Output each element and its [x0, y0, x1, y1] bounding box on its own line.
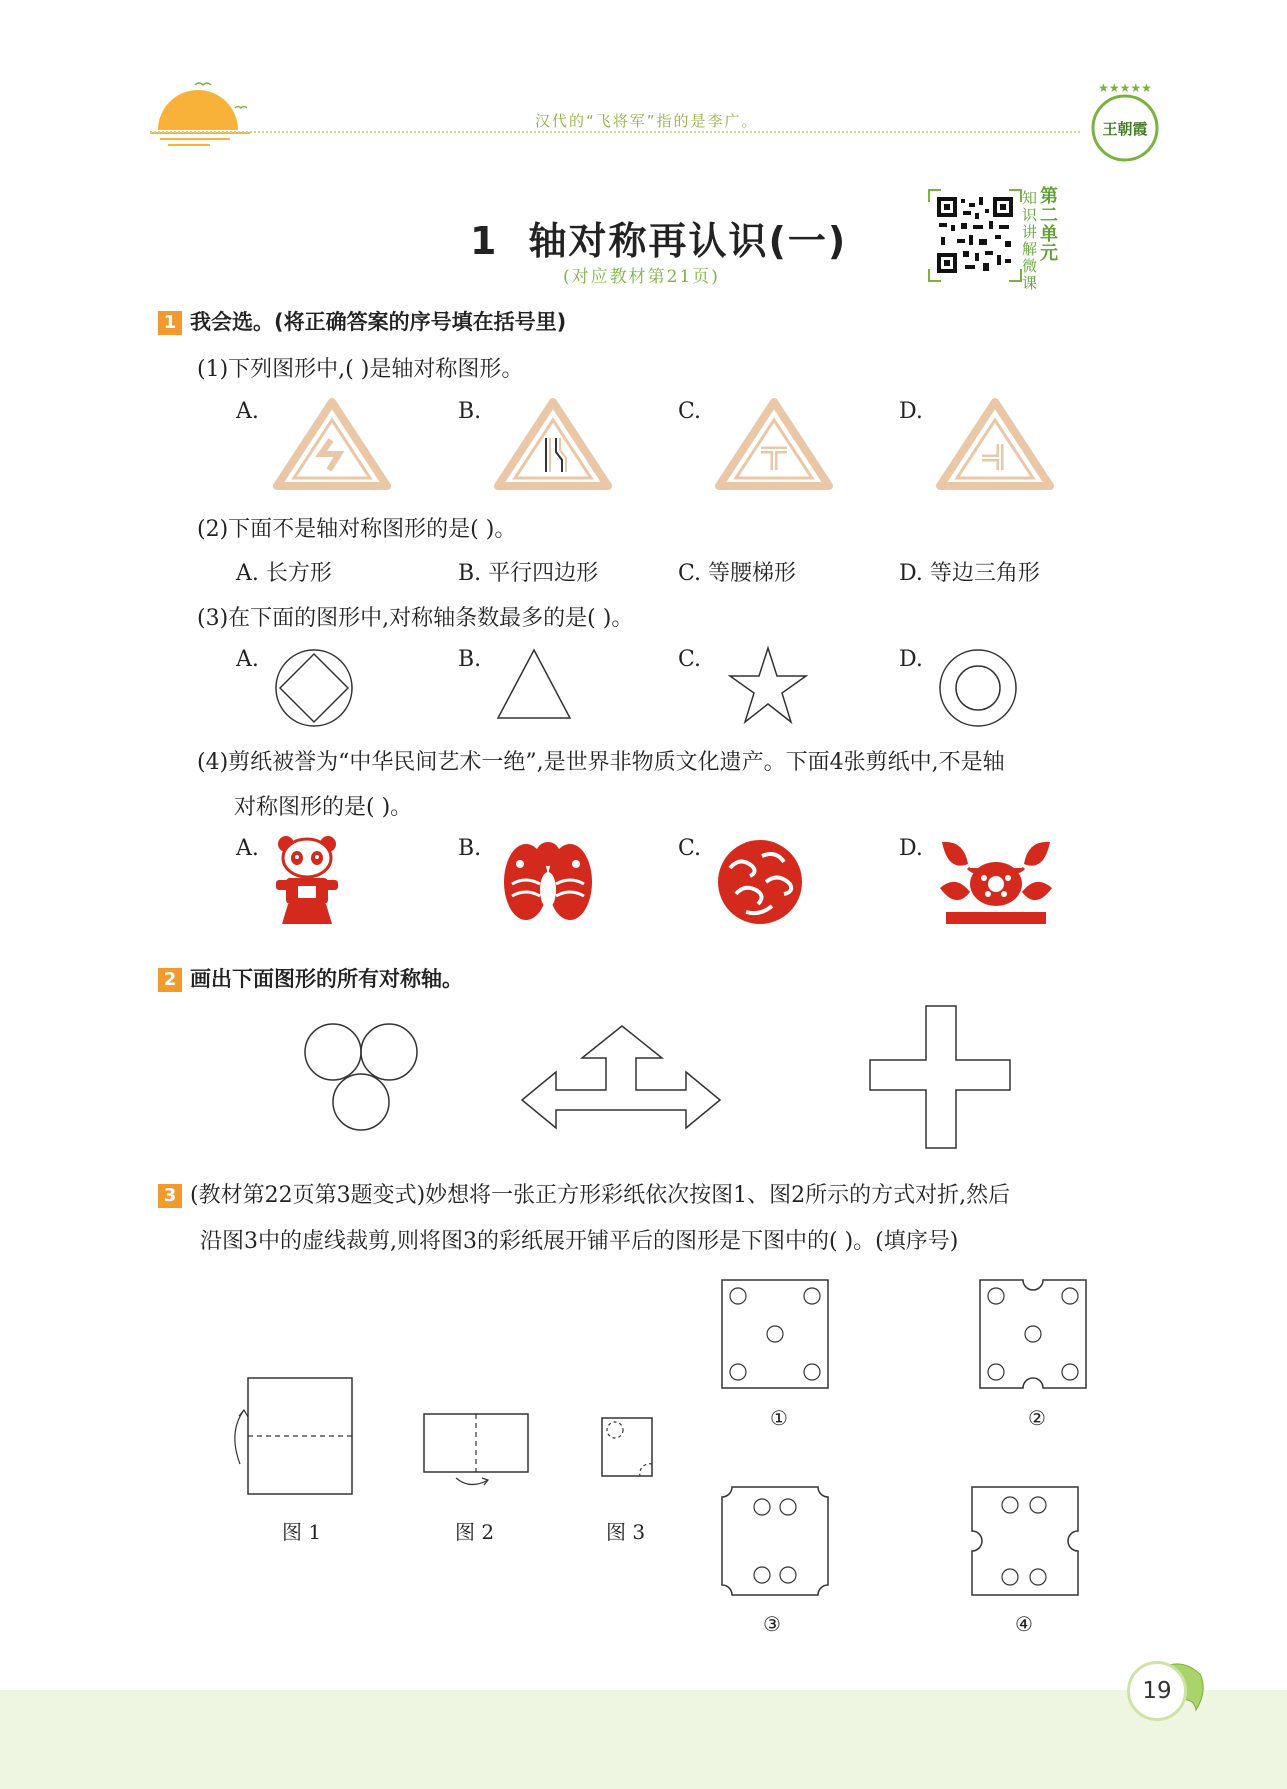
header-tip: 汉代的“飞将军”指的是李广。 [535, 112, 759, 130]
header-divider [150, 131, 1080, 133]
papercut-fish-icon [500, 834, 596, 930]
circle-with-square-icon [272, 646, 356, 730]
answer-choice-4[interactable] [970, 1485, 1080, 1599]
triangle-icon [494, 646, 574, 724]
sign-t-junction-icon [715, 398, 833, 490]
fold-figure-3 [598, 1414, 656, 1478]
q1-sub2-option-b[interactable]: B. 平行四边形 [458, 561, 599, 586]
sunset-logo-icon [150, 75, 260, 155]
sign-winding-road-icon [273, 398, 391, 490]
q3-text-line2: 沿图3中的虚线裁剪,则将图3的彩纸展开铺平后的图形是下图中的( )。(填序号) [200, 1229, 959, 1254]
answer-label-3[interactable]: ③ [763, 1612, 781, 1636]
three-way-arrow-icon [518, 1022, 724, 1132]
footer-background [0, 1690, 1287, 1789]
papercut-panda-icon [274, 834, 340, 926]
page-subtitle: (对应教材第21页) [563, 267, 720, 287]
fold-figure-1 [222, 1372, 358, 1500]
sign-narrow-road-icon [494, 398, 612, 490]
q1-sub1-text: (1)下列图形中,( )是轴对称图形。 [197, 357, 524, 382]
q1-sub1-option-d[interactable]: D. [899, 399, 923, 424]
page-number: 19 [1127, 1661, 1187, 1721]
papercut-butterfly-flower-icon [938, 838, 1054, 926]
q1-sub2-text: (2)下面不是轴对称图形的是( )。 [197, 517, 517, 542]
q1-sub3-option-b[interactable]: B. [458, 647, 482, 672]
fold-figure-2 [418, 1410, 532, 1490]
q1-sub3-option-c[interactable]: C. [678, 647, 702, 672]
fold-figure-1-caption: 图 1 [282, 1520, 322, 1544]
q3-line1 [158, 1178, 1010, 1209]
answer-choice-3[interactable] [720, 1485, 830, 1599]
answer-label-1[interactable]: ① [770, 1406, 788, 1430]
star-icon [726, 644, 810, 728]
q1-sub1-option-a[interactable]: A. [236, 399, 259, 424]
q1-sub3-option-a[interactable]: A. [236, 647, 259, 672]
qr-frame [927, 188, 1023, 283]
q1-sub2-option-a[interactable]: A. 长方形 [236, 561, 332, 586]
papercut-cloud-circle-icon [716, 838, 804, 926]
q1-sub3-text: (3)在下面的图形中,对称轴条数最多的是( )。 [197, 606, 634, 631]
ring-icon [936, 646, 1020, 730]
answer-label-4[interactable]: ④ [1015, 1612, 1033, 1636]
fold-figure-3-caption: 图 3 [606, 1520, 646, 1544]
q1-sub1-option-b[interactable]: B. [458, 399, 482, 424]
plus-cross-icon [868, 1004, 1014, 1150]
q3-number: 3 [158, 1184, 182, 1208]
q1-sub3-option-d[interactable]: D. [899, 647, 923, 672]
fold-figure-2-caption: 图 2 [455, 1520, 495, 1544]
answer-label-2[interactable]: ② [1028, 1406, 1046, 1430]
q1-sub4-text-line1: (4)剪纸被誉为“中华民间艺术一绝”,是世界非物质文化遗产。下面4张剪纸中,不是轴 [197, 750, 1005, 775]
q3-text-line1: (教材第22页第3题变式)妙想将一张正方形彩纸依次按图1、图2所示的方式对折,然后 [190, 1183, 1011, 1208]
q1-heading-text: 我会选。(将正确答案的序号填在括号里) [190, 310, 567, 334]
q1-sub4-option-d[interactable]: D. [899, 836, 923, 861]
q1-sub2-option-d[interactable]: D. 等边三角形 [899, 561, 1040, 586]
answer-choice-1[interactable] [720, 1278, 830, 1392]
q2-heading-text: 画出下面图形的所有对称轴。 [190, 967, 463, 991]
answer-choice-2[interactable] [978, 1278, 1088, 1392]
page-title [470, 210, 847, 265]
q2-heading [158, 963, 463, 993]
q2-number: 2 [158, 968, 182, 992]
svg-text:★★★★★: ★★★★★ [1098, 81, 1152, 95]
q1-number: 1 [158, 311, 182, 335]
brand-seal-icon [1085, 78, 1165, 168]
three-circles-icon [300, 1020, 424, 1134]
unit-label: 第二单元 [1040, 186, 1058, 264]
q1-sub4-option-b[interactable]: B. [458, 836, 482, 861]
lesson-number: 1 [470, 219, 499, 263]
lesson-title: 轴对称再认识(一) [528, 219, 848, 263]
q1-sub2-option-c[interactable]: C. 等腰梯形 [678, 561, 797, 586]
q1-sub4-option-c[interactable]: C. [678, 836, 702, 861]
q1-heading [158, 306, 566, 336]
sign-side-road-icon [936, 398, 1054, 490]
q1-sub4-option-a[interactable]: A. [236, 836, 259, 861]
q1-sub1-option-c[interactable]: C. [678, 399, 702, 424]
q1-sub4-text-line2: 对称图形的是( )。 [234, 795, 413, 820]
qr-label: 知识讲解微课 [1022, 189, 1038, 292]
brand-seal-text: 王朝霞 [1102, 120, 1148, 138]
